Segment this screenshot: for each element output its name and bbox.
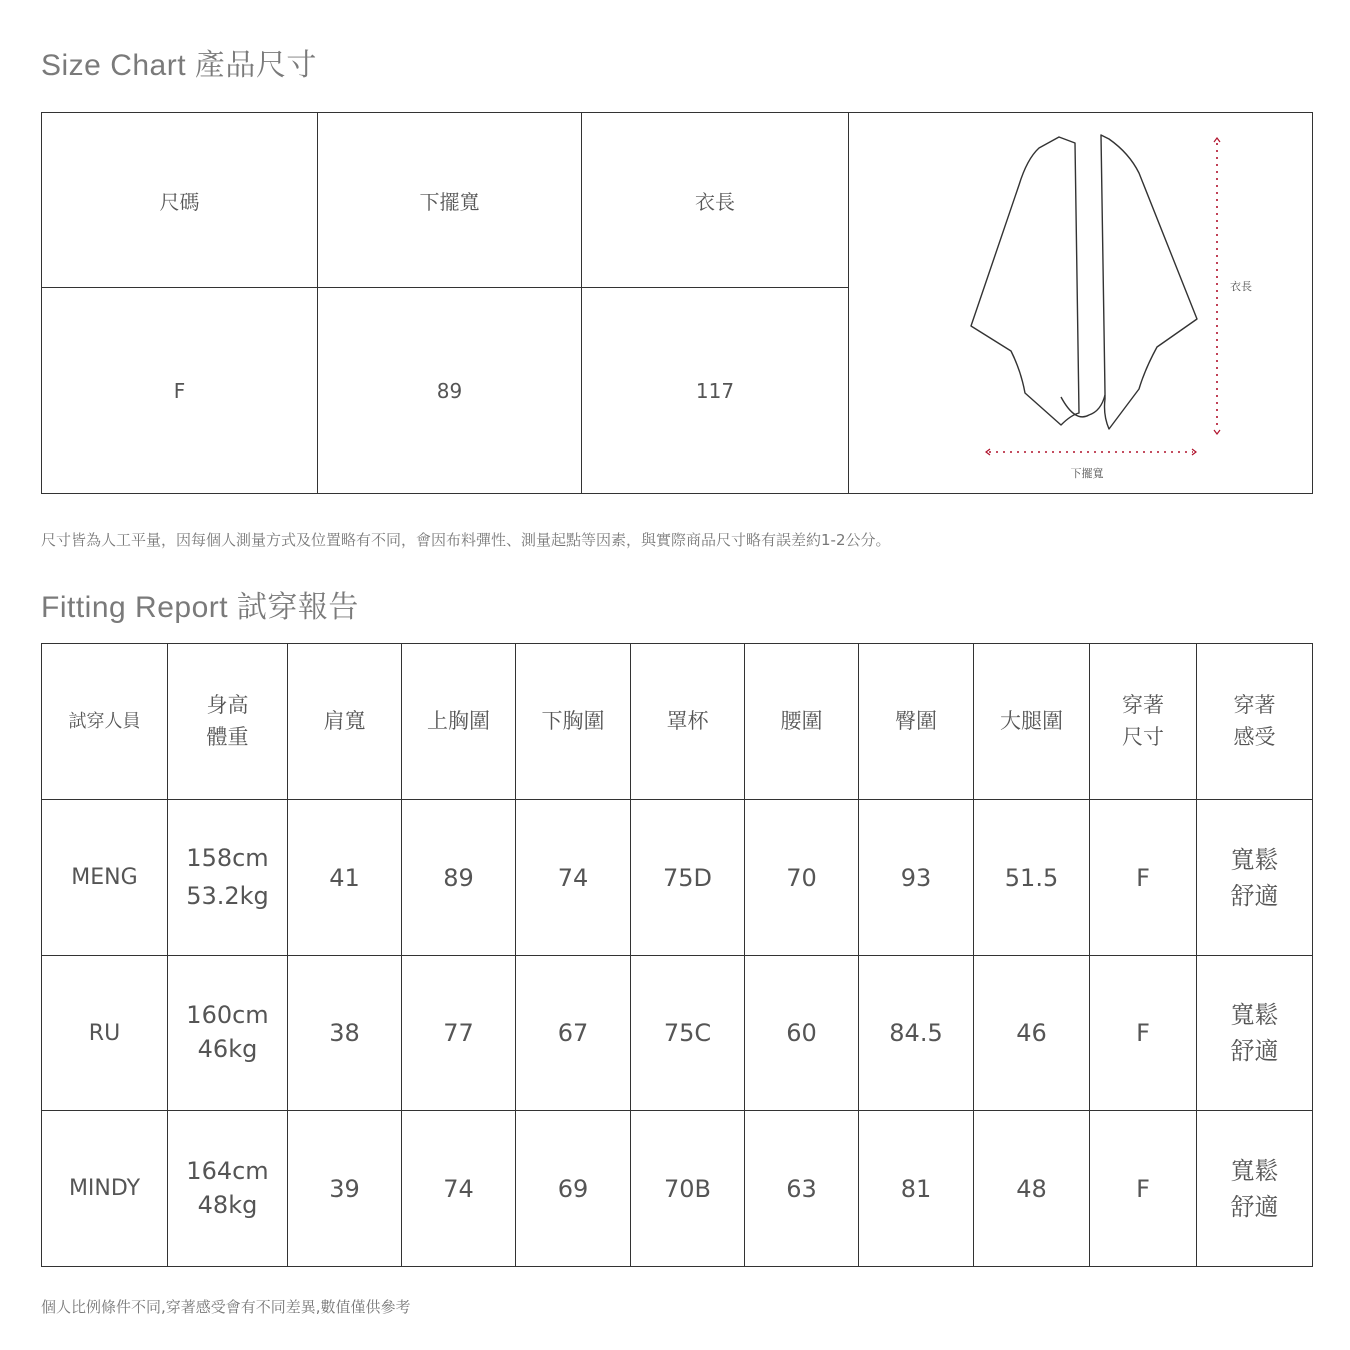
header-hip: 臀圍 (859, 644, 974, 800)
hip-value: 84.5 (859, 956, 974, 1111)
feeling-line1: 寬鬆 (1230, 1156, 1279, 1185)
cup-value: 75C (631, 956, 745, 1111)
upper-bust-value: 74 (402, 1111, 516, 1267)
size-worn-value: F (1090, 956, 1197, 1111)
header-size-worn (1090, 644, 1197, 800)
hem-width-value: 89 (318, 288, 582, 494)
waist-value: 70 (745, 800, 859, 956)
height-weight-cell (168, 800, 288, 956)
feeling-line1: 寬鬆 (1230, 845, 1279, 874)
garment-back-curve (1061, 395, 1105, 417)
header-feeling-line2: 感受 (1233, 724, 1276, 749)
size-worn-value: F (1090, 800, 1197, 956)
cup-value: 70B (631, 1111, 745, 1267)
feeling-line2: 舒適 (1230, 1037, 1279, 1065)
feeling-line2: 舒適 (1230, 881, 1279, 910)
upper-bust-value: 89 (402, 800, 516, 956)
waist-value: 60 (745, 956, 859, 1111)
fitting-report-title: Fitting Report 試穿報告 (41, 591, 359, 624)
under-bust-value: 69 (516, 1111, 631, 1267)
hem-measure-line (986, 449, 1196, 455)
length-label: 衣長 (1230, 280, 1252, 293)
feeling-line2: 舒適 (1230, 1192, 1279, 1221)
height-value: 160cm (186, 1001, 269, 1030)
height-weight-cell (168, 1111, 288, 1267)
header-length: 衣長 (582, 113, 849, 288)
header-waist: 腰圍 (745, 644, 859, 800)
thigh-value: 51.5 (974, 800, 1090, 956)
hip-value: 93 (859, 800, 974, 956)
under-bust-value: 74 (516, 800, 631, 956)
header-height-weight (168, 644, 288, 800)
feeling-line1: 寬鬆 (1230, 1001, 1279, 1029)
size-value: F (42, 288, 318, 494)
garment-left-panel (971, 137, 1079, 425)
fitting-report-table (41, 643, 1313, 1267)
table-row (42, 956, 1313, 1111)
size-chart-title: Size Chart 產品尺寸 (41, 49, 317, 82)
hip-value: 81 (859, 1111, 974, 1267)
header-size-worn-line2: 尺寸 (1122, 724, 1164, 749)
size-chart-note: 尺寸皆為人工平量，因每個人測量方式及位置略有不同，會因布料彈性、測量起點等因素，與實際商品尺寸略有誤差約1-2公分。 (41, 531, 891, 549)
garment-diagram (849, 113, 1313, 494)
header-height: 身高 (206, 693, 249, 717)
header-tester: 試穿人員 (42, 644, 168, 800)
size-worn-value: F (1090, 1111, 1197, 1267)
height-weight-cell (168, 956, 288, 1111)
table-row (42, 1111, 1313, 1267)
upper-bust-value: 77 (402, 956, 516, 1111)
header-feeling (1197, 644, 1313, 800)
weight-value: 53.2kg (186, 881, 269, 910)
feeling-value (1197, 956, 1313, 1111)
shoulder-value: 41 (288, 800, 402, 956)
cup-value: 75D (631, 800, 745, 956)
height-value: 158cm (186, 843, 269, 872)
header-thigh: 大腿圍 (974, 644, 1090, 800)
shoulder-value: 38 (288, 956, 402, 1111)
header-under-bust: 下胸圍 (516, 644, 631, 800)
fitting-report-note: 個人比例條件不同,穿著感受會有不同差異,數值僅供參考 (41, 1298, 411, 1316)
length-value: 117 (582, 288, 849, 494)
header-weight: 體重 (206, 724, 249, 749)
thigh-value: 46 (974, 956, 1090, 1111)
header-size: 尺碼 (42, 113, 318, 288)
feeling-value (1197, 800, 1313, 956)
shoulder-value: 39 (288, 1111, 402, 1267)
waist-value: 63 (745, 1111, 859, 1267)
thigh-value: 48 (974, 1111, 1090, 1267)
hem-label: 下擺寬 (1070, 467, 1104, 480)
header-hem-width: 下擺寬 (318, 113, 582, 288)
tester-name: RU (42, 956, 168, 1111)
tester-name: MENG (42, 800, 168, 956)
height-value: 164cm (186, 1156, 269, 1185)
size-chart-table (41, 112, 1313, 494)
header-size-worn-line1: 穿著 (1122, 693, 1164, 717)
length-measure-line (1214, 138, 1220, 434)
cape-outline-illustration (849, 113, 1311, 492)
feeling-value (1197, 1111, 1313, 1267)
under-bust-value: 67 (516, 956, 631, 1111)
header-upper-bust: 上胸圍 (402, 644, 516, 800)
weight-value: 46kg (197, 1035, 258, 1063)
header-feeling-line1: 穿著 (1233, 693, 1276, 717)
tester-name: MINDY (42, 1111, 168, 1267)
header-cup: 罩杯 (631, 644, 745, 800)
garment-right-panel (1101, 135, 1197, 429)
table-row (42, 800, 1313, 956)
header-shoulder: 肩寬 (288, 644, 402, 800)
weight-value: 48kg (197, 1190, 258, 1219)
